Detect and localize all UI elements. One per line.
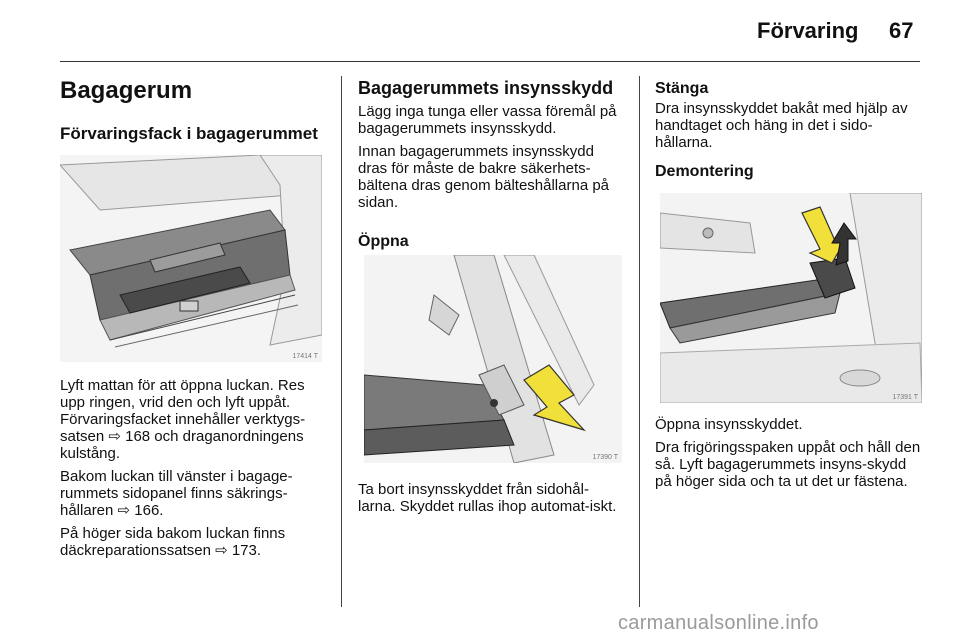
figure-storage-compartment	[60, 155, 322, 362]
col2-text-bottom	[358, 481, 620, 521]
page-number: 67	[889, 18, 914, 43]
col3-text-bottom	[655, 416, 923, 496]
column-divider-1	[341, 76, 342, 607]
subheading-stanga: Stänga	[655, 80, 709, 97]
section-title: Förvaring	[757, 18, 859, 43]
paragraph: Lägg inga tunga eller vassa föremål på bagagerummets insynsskydd.	[358, 103, 617, 137]
paragraph: Innan bagagerummets insynsskydd dras för måste de bakre säkerhets-bältena dras genom bälteshållarna på sidan.	[358, 143, 610, 211]
paragraph: Ta bort insynsskyddet från sidohål-larna. Skyddet rullas ihop automat-iskt.	[358, 481, 617, 515]
paragraph: Lyft mattan för att öppna luckan. Res upp ringen, vrid den och lyft uppåt. Förvaringsfacket innehåller verktygs-satsen ⇨ 168 och draganordningens kulstång.	[60, 377, 306, 462]
cover-open-illustration	[364, 255, 622, 463]
subheading-oppna: Öppna	[358, 233, 409, 250]
col2-text-top	[358, 103, 626, 217]
paragraph: På höger sida bakom luckan finns däckreparationssatsen ⇨ 173.	[60, 525, 286, 559]
heading-insynsskydd: Bagagerummets insynsskydd	[358, 78, 614, 98]
subheading-demontering: Demontering	[655, 163, 754, 180]
header-rule	[60, 61, 920, 62]
subheading-forvaringsfack: Förvaringsfack i bagagerummet	[60, 124, 318, 143]
column-divider-2	[639, 76, 640, 607]
figure-cover-removal	[660, 193, 922, 403]
storage-compartment-illustration	[60, 155, 322, 362]
col3-text-top	[655, 100, 923, 157]
watermark: carmanualsonline.info	[618, 612, 819, 634]
col1-text	[60, 377, 328, 565]
paragraph: Bakom luckan till vänster i bagage-rummets sidopanel finns säkrings-hållaren ⇨ 166.	[60, 468, 293, 519]
figure-code: 17390 T	[592, 454, 618, 461]
cover-removal-illustration	[660, 193, 922, 403]
figure-code: 17391 T	[892, 394, 918, 401]
paragraph: Öppna insynsskyddet.	[655, 416, 803, 433]
paragraph: Dra frigöringsspaken uppåt och håll den så. Lyft bagagerummets insyns-skydd på höger sida och ta ut det ur fästena.	[655, 439, 921, 490]
figure-code: 17414 T	[292, 353, 318, 360]
paragraph: Dra insynsskyddet bakåt med hjälp av handtaget och häng in det i sido-hållarna.	[655, 100, 908, 151]
heading-bagagerum: Bagagerum	[60, 77, 193, 104]
figure-cover-open	[364, 255, 622, 463]
